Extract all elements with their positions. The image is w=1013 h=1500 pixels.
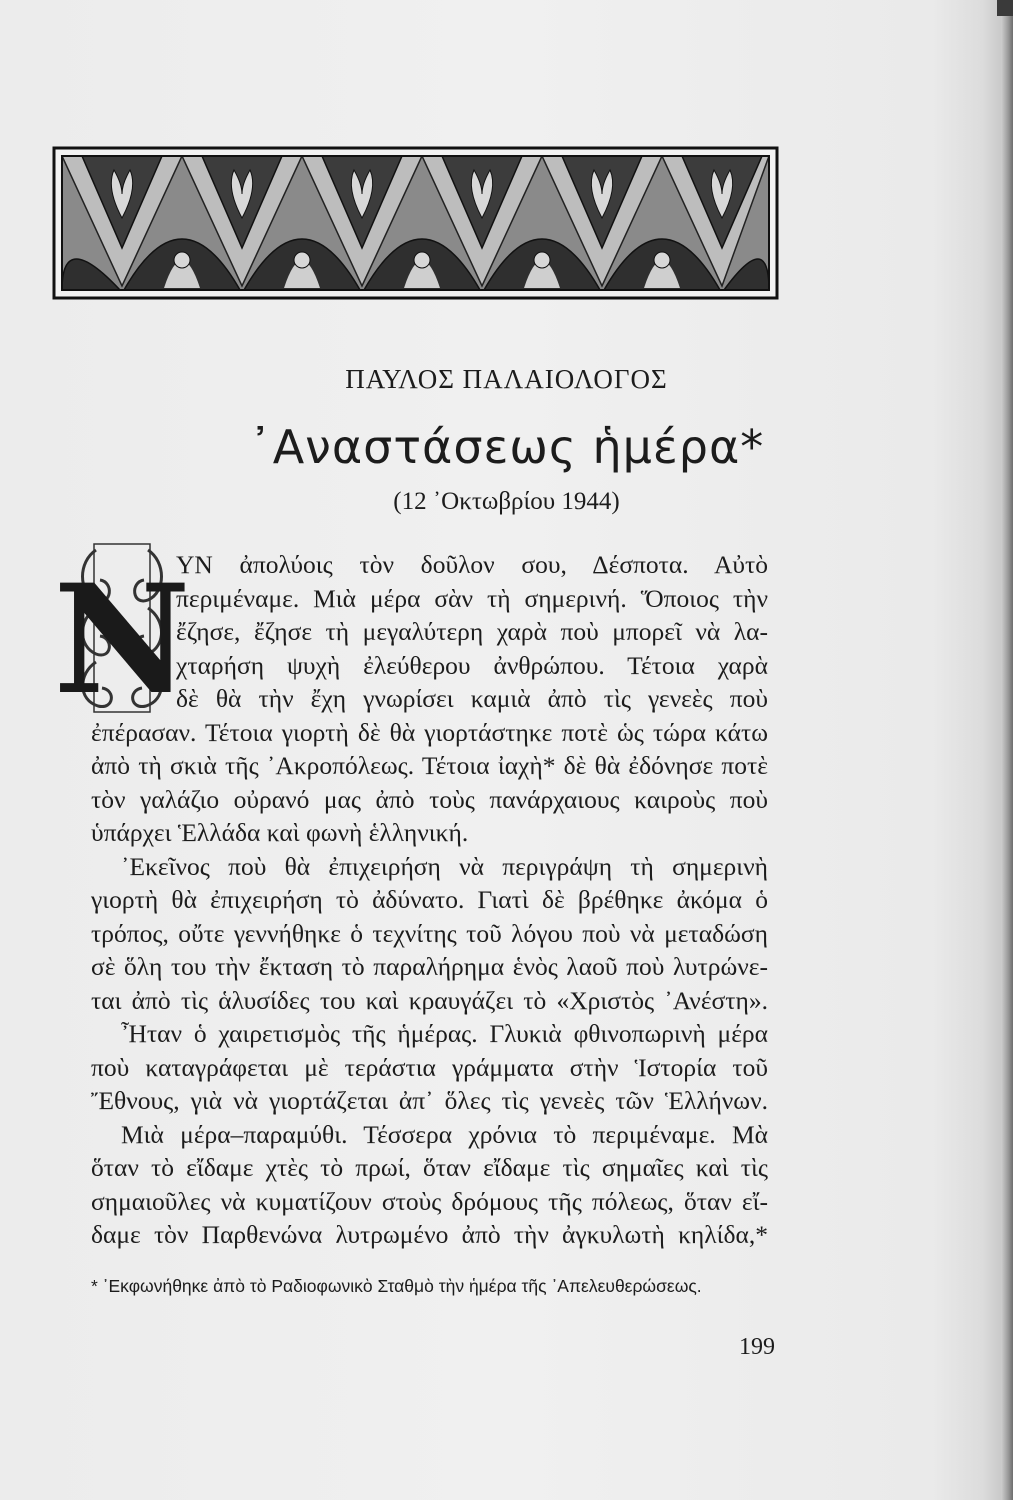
- body-line: δαμε τὸν Παρθενώνα λυτρωμένο ἀπὸ τὴν ἀγκυλωτὴ κηλίδα,*: [91, 1220, 768, 1249]
- drop-cap-letter: N: [53, 552, 191, 728]
- body-line: Μιὰ μέρα–παραμύθι. Τέσσερα χρόνια τὸ περιμέναμε. Μὰ: [121, 1120, 768, 1149]
- body-line: δὲ θὰ τὴν ἔχη γνωρίσει καμιὰ ἀπὸ τὶς γενεὲς ποὺ: [176, 684, 768, 713]
- body-line: ὑπάρχει Ἑλλάδα καὶ φωνὴ ἑλληνική.: [91, 818, 469, 847]
- body-line: ἀπὸ τὴ σκιὰ τῆς ᾿Ακροπόλεως. Τέτοια ἰαχὴ* δὲ θὰ ἐδόνησε ποτὲ: [91, 751, 768, 780]
- drop-cap: [53, 542, 191, 728]
- body-line: γιορτὴ θὰ ἐπιχειρήση τὸ ἀδύνατο. Γιατὶ δὲ βρέθηκε ἀκόμα ὁ: [91, 885, 768, 914]
- body-line: ἐπέρασαν. Τέτοια γιορτὴ δὲ θὰ γιορτάστηκε ποτὲ ὡς τώρα κάτω: [91, 718, 768, 747]
- page-number: 199: [739, 1334, 775, 1360]
- body-line: σημαιοῦλες νὰ κυματίζουν στοὺς δρόμους τῆς πόλεως, ὅταν εἴ-: [91, 1187, 768, 1216]
- footnote: * ᾿Εκφωνήθηκε ἀπὸ τὸ Ραδιοφωνικὸ Σταθμὸ τὴν ἡμέρα τῆς ᾿Απελευθερώσεως.: [91, 1276, 702, 1296]
- author-name: ΠΑΥΛΟΣ ΠΑΛΑΙΟΛΟΓΟΣ: [345, 364, 668, 394]
- body-line: ἔζησε, ἔζησε τὴ μεγαλύτερη χαρὰ ποὺ μπορεῖ νὰ λα-: [176, 617, 768, 646]
- body-line: Ἔθνους, γιὰ νὰ γιορτάζεται ἀπ᾿ ὅλες τὶς γενεὲς τῶν Ἑλλήνων.: [91, 1086, 768, 1115]
- body-line: ΥΝ ἀπολύοις τὸν δοῦλον σου, Δέσποτα. Αὐτὸ: [176, 550, 768, 579]
- body-line: τρόπος, οὔτε γεννήθηκε ὁ τεχνίτης τοῦ λόγου ποὺ νὰ μεταδώση: [91, 919, 768, 948]
- body-line: περιμέναμε. Μιὰ μέρα σὰν τὴ σημερινή. Ὅποιος τὴν: [176, 584, 768, 613]
- ornamental-header-band: [54, 148, 777, 298]
- body-line: ται ἀπὸ τὶς ἁλυσίδες του καὶ κραυγάζει τὸ «Χριστὸς ᾿Ανέστη».: [91, 986, 768, 1015]
- body-line: Ἦταν ὁ χαιρετισμὸς τῆς ἡμέρας. Γλυκιὰ φθινοπωρινὴ μέρα: [121, 1019, 768, 1048]
- body-line: τὸν γαλάζιο οὐρανό μας ἀπὸ τοὺς πανάρχαιους καιροὺς ποὺ: [91, 785, 768, 814]
- page-corner-mark: [997, 0, 1013, 16]
- body-line: ποὺ καταγράφεται μὲ τεράστια γράμματα στὴν Ἱστορία τοῦ: [91, 1053, 768, 1082]
- body-line: χταρήση ψυχὴ ἐλεύθερου ἀνθρώπου. Τέτοια χαρὰ: [176, 651, 768, 680]
- body-line: ᾿Εκεῖνος ποὺ θὰ ἐπιχειρήση νὰ περιγράψη τὴ σημερινὴ: [121, 852, 768, 881]
- body-line: σὲ ὅλη του τὴν ἔκταση τὸ παραλήρημα ἑνὸς λαοῦ ποὺ λυτρώνε-: [91, 952, 768, 981]
- chapter-date: (12 ᾿Οκτωβρίου 1944): [393, 488, 620, 515]
- page-edge-shadow: [1001, 0, 1013, 1500]
- chapter-title: ᾿Αναστάσεως ἡμέρα*: [248, 420, 765, 474]
- body-line: ὅταν τὸ εἴδαμε χτὲς τὸ πρωί, ὅταν εἴδαμε τὶς σημαῖες καὶ τὶς: [91, 1153, 768, 1182]
